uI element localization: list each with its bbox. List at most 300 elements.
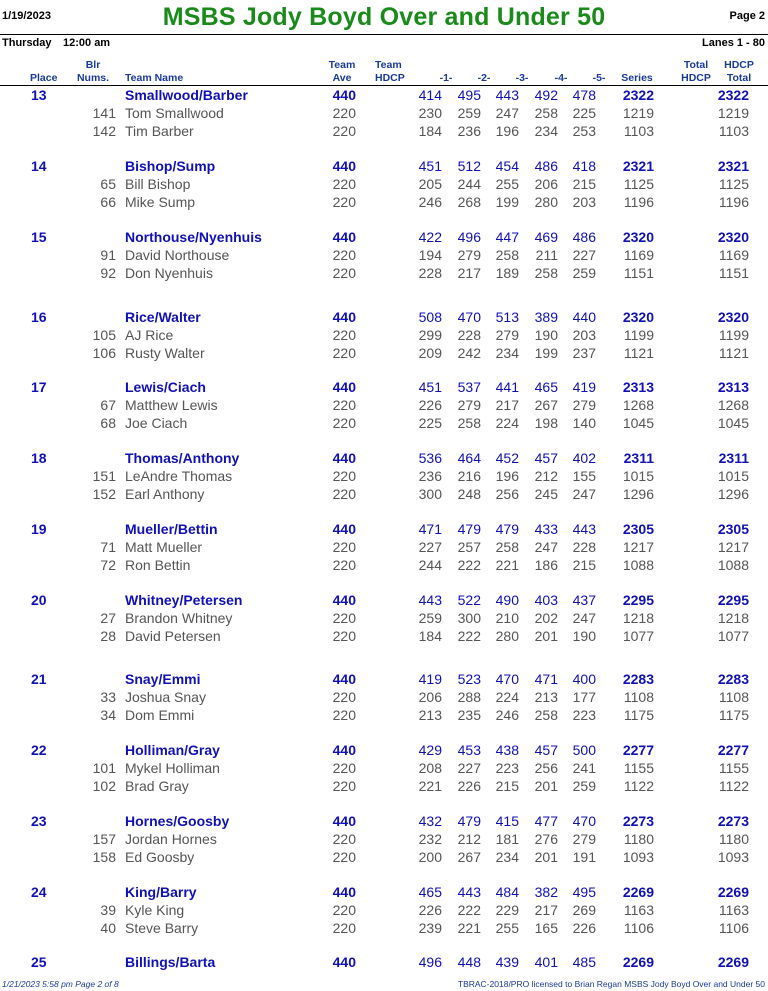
team-game-score: 402 [572,450,596,466]
team-average: 440 [332,309,356,325]
bowler-game-score: 215 [572,176,596,192]
bowler-series: 1121 [623,345,654,361]
bowler-number: 152 [92,486,116,502]
team-game-score: 465 [534,379,558,395]
team-series: 2320 [622,309,654,325]
team-game-score: 492 [534,87,558,103]
team-game-score: 451 [418,379,442,395]
bowler-game-score: 258 [534,707,558,723]
bowler-game-score: 217 [457,265,481,281]
bowler-game-score: 215 [572,557,596,573]
bowler-hdcp-total: 1106 [718,920,749,936]
bowler-game-score: 279 [457,397,481,413]
bowler-name: Jordan Hornes [125,831,217,847]
team-game-score: 478 [572,87,596,103]
bowler-average: 220 [332,902,356,918]
bowler-number: 28 [100,628,116,644]
bowler-number: 68 [100,415,116,431]
bowler-game-score: 198 [534,415,558,431]
bowler-hdcp-total: 1121 [718,345,749,361]
bowler-game-score: 234 [495,345,519,361]
bowler-game-score: 201 [534,849,558,865]
bowler-game-score: 258 [457,415,481,431]
team-average: 440 [332,742,356,758]
bowler-name: LeAndre Thomas [125,468,233,484]
bowler-name: Rusty Walter [125,345,205,361]
bowler-average: 220 [332,415,356,431]
team-average: 440 [332,521,356,537]
team-game-score: 522 [457,592,481,608]
bowler-game-score: 221 [495,557,519,573]
bowler-game-score: 199 [495,194,519,210]
bowler-name: Kyle King [125,902,185,918]
report-page: Page 2 [729,10,765,22]
bowler-game-score: 279 [572,397,596,413]
team-place: 22 [31,742,47,758]
bowler-name: Mike Sump [125,194,196,210]
team-name: Rice/Walter [125,309,201,325]
bowler-game-score: 216 [457,468,481,484]
col-header-total-hdcp-bottom: HDCP [681,72,711,84]
bowler-series: 1296 [622,486,654,502]
bowler-game-score: 228 [457,327,481,343]
team-average: 440 [332,379,356,395]
bowler-number: 157 [92,831,116,847]
col-header-team-ave-bottom: Ave [332,72,352,84]
bowler-name: Tom Smallwood [125,105,224,121]
bowler-average: 220 [332,194,356,210]
bowler-game-score: 227 [418,539,442,555]
bowler-number: 141 [92,105,116,121]
team-game-score: 433 [534,521,558,537]
team-game-score: 451 [418,158,442,174]
team-game-score: 471 [534,671,558,687]
bowler-game-score: 189 [495,265,519,281]
col-header-team-name: Team Name [125,72,184,84]
team-place: 17 [31,379,47,395]
bowler-game-score: 223 [495,760,519,776]
team-game-score: 470 [572,813,596,829]
bowler-game-score: 244 [418,557,442,573]
team-place: 13 [31,87,47,103]
team-game-score: 500 [572,742,596,758]
bowler-game-score: 227 [457,760,481,776]
bowler-name: Dom Emmi [125,707,195,723]
bowler-game-score: 206 [534,176,558,192]
bowler-game-score: 227 [572,247,596,263]
footer-left: 1/21/2023 5:58 pm Page 2 of 8 [2,979,119,989]
bowler-game-score: 299 [418,327,442,343]
team-game-score: 401 [534,954,558,970]
bowler-name: AJ Rice [125,327,174,343]
team-game-score: 415 [495,813,519,829]
bowler-game-score: 190 [572,628,596,644]
team-series: 2321 [622,158,654,174]
bowler-name: Tim Barber [125,123,194,139]
team-series: 2295 [622,592,654,608]
bowler-hdcp-total: 1180 [718,831,749,847]
bowler-game-score: 269 [572,902,596,918]
bowler-game-score: 184 [418,628,442,644]
bowler-game-score: 256 [495,486,519,502]
team-game-score: 453 [457,742,481,758]
bowler-number: 71 [100,539,116,555]
bowler-series: 1155 [623,760,654,776]
team-game-score: 536 [418,450,442,466]
bowler-hdcp-total: 1163 [718,902,749,918]
team-place: 23 [31,813,47,829]
bowler-series: 1169 [623,247,654,263]
bowler-name: Matt Mueller [125,539,203,555]
team-series: 2269 [622,884,654,900]
team-place: 20 [31,592,47,608]
bowler-number: 106 [92,345,116,361]
bowler-number: 102 [92,778,116,794]
bowler-average: 220 [332,760,356,776]
bowler-game-score: 191 [572,849,596,865]
team-game-score: 513 [495,309,519,325]
bowler-average: 220 [332,265,356,281]
team-hdcp-total: 2273 [717,813,749,829]
bowler-game-score: 213 [418,707,442,723]
bowler-hdcp-total: 1077 [717,628,749,644]
team-game-score: 447 [495,229,519,245]
bowler-name: Brandon Whitney [125,610,233,626]
team-game-score: 439 [495,954,519,970]
bowler-game-score: 253 [572,123,596,139]
col-header-game-5: -5- [592,72,606,84]
col-header-hdcp-total-bottom: Total [726,72,752,84]
bowler-game-score: 247 [572,610,596,626]
bowler-game-score: 217 [495,397,519,413]
bowler-game-score: 224 [495,689,519,705]
bowler-number: 34 [100,707,116,723]
bowler-game-score: 230 [418,105,442,121]
bowler-hdcp-total: 1045 [717,415,749,431]
team-hdcp-total: 2269 [717,884,749,900]
bowler-game-score: 258 [495,539,519,555]
team-name: Mueller/Bettin [125,521,218,537]
bowler-hdcp-total: 1151 [718,265,749,281]
team-hdcp-total: 2321 [717,158,749,174]
bowler-game-score: 259 [457,105,481,121]
bowler-game-score: 225 [418,415,442,431]
bowler-hdcp-total: 1175 [718,707,749,723]
bowler-game-score: 248 [457,486,481,502]
bowler-number: 92 [100,265,116,281]
bowler-average: 220 [332,486,356,502]
bowler-average: 220 [332,468,356,484]
team-game-score: 495 [572,884,596,900]
bowler-name: Matthew Lewis [125,397,218,413]
col-header-blr-bottom: Nums. [76,72,110,84]
bowler-game-score: 234 [495,849,519,865]
bowler-game-score: 276 [534,831,558,847]
bowler-average: 220 [332,610,356,626]
team-game-score: 479 [457,521,481,537]
team-game-score: 508 [418,309,442,325]
bowler-game-score: 225 [572,105,596,121]
col-header-game-2: -2- [477,72,491,84]
bowler-game-score: 190 [534,327,558,343]
bowler-average: 220 [332,707,356,723]
bowler-series: 1122 [623,778,654,794]
bowler-game-score: 259 [572,778,596,794]
team-game-score: 419 [418,671,442,687]
bowler-game-score: 280 [534,194,558,210]
team-series: 2313 [622,379,654,395]
bowler-game-score: 203 [572,194,596,210]
team-name: Billings/Barta [125,954,216,970]
bowler-game-score: 205 [418,176,442,192]
team-hdcp-total: 2305 [717,521,749,537]
bowler-game-score: 221 [418,778,442,794]
bowler-game-score: 228 [418,265,442,281]
team-game-score: 438 [495,742,519,758]
bowler-series: 1015 [622,468,654,484]
bowler-average: 220 [332,247,356,263]
team-place: 25 [31,954,47,970]
bowler-game-score: 288 [457,689,481,705]
team-game-score: 465 [418,884,442,900]
bowler-series: 1268 [622,397,654,413]
bowler-name: David Northouse [125,247,230,263]
bowler-series: 1077 [622,628,654,644]
bowler-series: 1088 [622,557,654,573]
bowler-number: 33 [100,689,116,705]
bowler-game-score: 222 [457,628,481,644]
bowler-game-score: 246 [495,707,519,723]
team-name: Whitney/Petersen [125,592,243,608]
bowler-series: 1103 [623,123,654,139]
team-game-score: 432 [418,813,442,829]
team-game-score: 471 [418,521,442,537]
bowler-game-score: 224 [495,415,519,431]
bowler-series: 1199 [623,327,654,343]
bowler-name: Steve Barry [125,920,199,936]
col-header-total-hdcp-top: Total [683,59,709,71]
bowler-hdcp-total: 1268 [717,397,749,413]
bowler-series: 1163 [623,902,654,918]
bowler-number: 151 [92,468,116,484]
team-hdcp-total: 2313 [717,379,749,395]
bowler-game-score: 300 [418,486,442,502]
team-game-score: 403 [534,592,558,608]
bowler-series: 1151 [623,265,654,281]
bowler-hdcp-total: 1122 [718,778,749,794]
bowler-game-score: 241 [572,760,596,776]
report-time: 12:00 am [63,37,111,49]
col-header-series: Series [621,72,653,84]
bowler-game-score: 221 [457,920,481,936]
team-place: 14 [31,158,47,174]
bowler-series: 1106 [623,920,654,936]
bowler-game-score: 279 [457,247,481,263]
bowler-name: Earl Anthony [125,486,205,502]
team-game-score: 382 [534,884,558,900]
bowler-game-score: 258 [495,247,519,263]
team-game-score: 457 [534,450,558,466]
team-average: 440 [332,884,356,900]
bowler-hdcp-total: 1296 [717,486,749,502]
bowler-name: Brad Gray [125,778,189,794]
team-place: 18 [31,450,47,466]
team-game-score: 490 [495,592,519,608]
team-game-score: 443 [495,87,519,103]
bowler-series: 1125 [623,176,654,192]
team-average: 440 [332,87,356,103]
col-header-team-hdcp-bottom: HDCP [375,72,405,84]
team-game-score: 495 [457,87,481,103]
bowler-game-score: 184 [418,123,442,139]
bowler-series: 1175 [623,707,654,723]
bowler-average: 220 [332,123,356,139]
bowler-hdcp-total: 1217 [717,539,749,555]
bowler-game-score: 255 [495,920,519,936]
team-average: 440 [332,450,356,466]
team-place: 16 [31,309,47,325]
col-header-game-1: -1- [439,72,453,84]
bowler-game-score: 201 [534,778,558,794]
bowler-name: David Petersen [125,628,221,644]
bowler-game-score: 200 [418,849,442,865]
bowler-name: Joshua Snay [125,689,206,705]
team-game-score: 441 [495,379,519,395]
header-rule [0,34,768,35]
bowler-game-score: 226 [572,920,596,936]
bowler-name: Bill Bishop [125,176,191,192]
bowler-number: 39 [100,902,116,918]
col-header-place: Place [30,72,58,84]
bowler-hdcp-total: 1155 [718,760,749,776]
team-series: 2320 [622,229,654,245]
bowler-game-score: 186 [534,557,558,573]
bowler-hdcp-total: 1196 [718,194,749,210]
bowler-game-score: 256 [534,760,558,776]
team-game-score: 400 [572,671,596,687]
bowler-series: 1218 [622,610,654,626]
team-game-score: 477 [534,813,558,829]
bowler-hdcp-total: 1218 [717,610,749,626]
team-game-score: 429 [418,742,442,758]
team-name: Lewis/Ciach [125,379,206,395]
bowler-game-score: 155 [572,468,596,484]
bowler-game-score: 267 [534,397,558,413]
bowler-game-score: 206 [418,689,442,705]
bowler-game-score: 236 [457,123,481,139]
bowler-number: 65 [100,176,116,192]
col-header-blr-top: Blr [85,59,101,71]
bowler-series: 1180 [623,831,654,847]
bowler-game-score: 229 [495,902,519,918]
team-average: 440 [332,158,356,174]
bowler-average: 220 [332,557,356,573]
bowler-average: 220 [332,689,356,705]
team-game-score: 470 [495,671,519,687]
team-game-score: 537 [457,379,481,395]
bowler-game-score: 245 [534,486,558,502]
team-game-score: 496 [457,229,481,245]
bowler-number: 91 [100,247,116,263]
bowler-game-score: 237 [572,345,596,361]
bowler-name: Don Nyenhuis [125,265,213,281]
bowler-average: 220 [332,831,356,847]
bowler-game-score: 177 [572,689,596,705]
bowler-series: 1217 [622,539,654,555]
bowler-name: Ron Bettin [125,557,191,573]
team-hdcp-total: 2295 [717,592,749,608]
team-game-score: 414 [418,87,442,103]
team-game-score: 496 [418,954,442,970]
footer-right: TBRAC-2018/PRO licensed to Brian Regan MSBS Jody Boyd Over and Under 50 [457,979,765,989]
bowler-hdcp-total: 1088 [717,557,749,573]
bowler-number: 27 [100,610,116,626]
report-lanes: Lanes 1 - 80 [702,37,765,49]
team-game-score: 457 [534,742,558,758]
bowler-series: 1045 [622,415,654,431]
bowler-number: 101 [92,760,116,776]
team-hdcp-total: 2283 [717,671,749,687]
team-hdcp-total: 2320 [717,229,749,245]
team-series: 2277 [622,742,654,758]
bowler-game-score: 234 [534,123,558,139]
bowler-average: 220 [332,539,356,555]
team-average: 440 [332,813,356,829]
bowler-number: 72 [100,557,116,573]
bowler-game-score: 242 [457,345,481,361]
bowler-game-score: 222 [457,902,481,918]
team-game-score: 418 [572,158,596,174]
bowler-game-score: 247 [534,539,558,555]
team-average: 440 [332,229,356,245]
bowler-game-score: 257 [457,539,481,555]
team-game-score: 484 [495,884,519,900]
bowler-game-score: 217 [534,902,558,918]
team-place: 15 [31,229,47,245]
bowler-game-score: 236 [418,468,442,484]
bowler-game-score: 213 [534,689,558,705]
team-game-score: 486 [572,229,596,245]
bowler-game-score: 194 [418,247,442,263]
team-game-score: 443 [418,592,442,608]
col-header-game-3: -3- [515,72,529,84]
bowler-hdcp-total: 1103 [718,123,749,139]
team-hdcp-total: 2322 [717,87,749,103]
bowler-number: 105 [92,327,116,343]
bowler-game-score: 226 [418,397,442,413]
col-header-team-ave-top: Team [328,59,356,71]
bowler-number: 158 [92,849,116,865]
bowler-game-score: 203 [572,327,596,343]
bowler-game-score: 196 [495,123,519,139]
col-header-game-4: -4- [554,72,568,84]
bowler-number: 40 [100,920,116,936]
team-series: 2305 [622,521,654,537]
team-series: 2269 [622,954,654,970]
bowler-hdcp-total: 1015 [717,468,749,484]
bowler-hdcp-total: 1093 [717,849,749,865]
bowler-game-score: 279 [495,327,519,343]
team-game-score: 419 [572,379,596,395]
bowler-game-score: 244 [457,176,481,192]
bowler-game-score: 222 [457,557,481,573]
team-game-score: 479 [457,813,481,829]
bowler-game-score: 196 [495,468,519,484]
team-game-score: 454 [495,158,519,174]
bowler-game-score: 258 [534,265,558,281]
bowler-game-score: 210 [495,610,519,626]
bowler-game-score: 267 [457,849,481,865]
